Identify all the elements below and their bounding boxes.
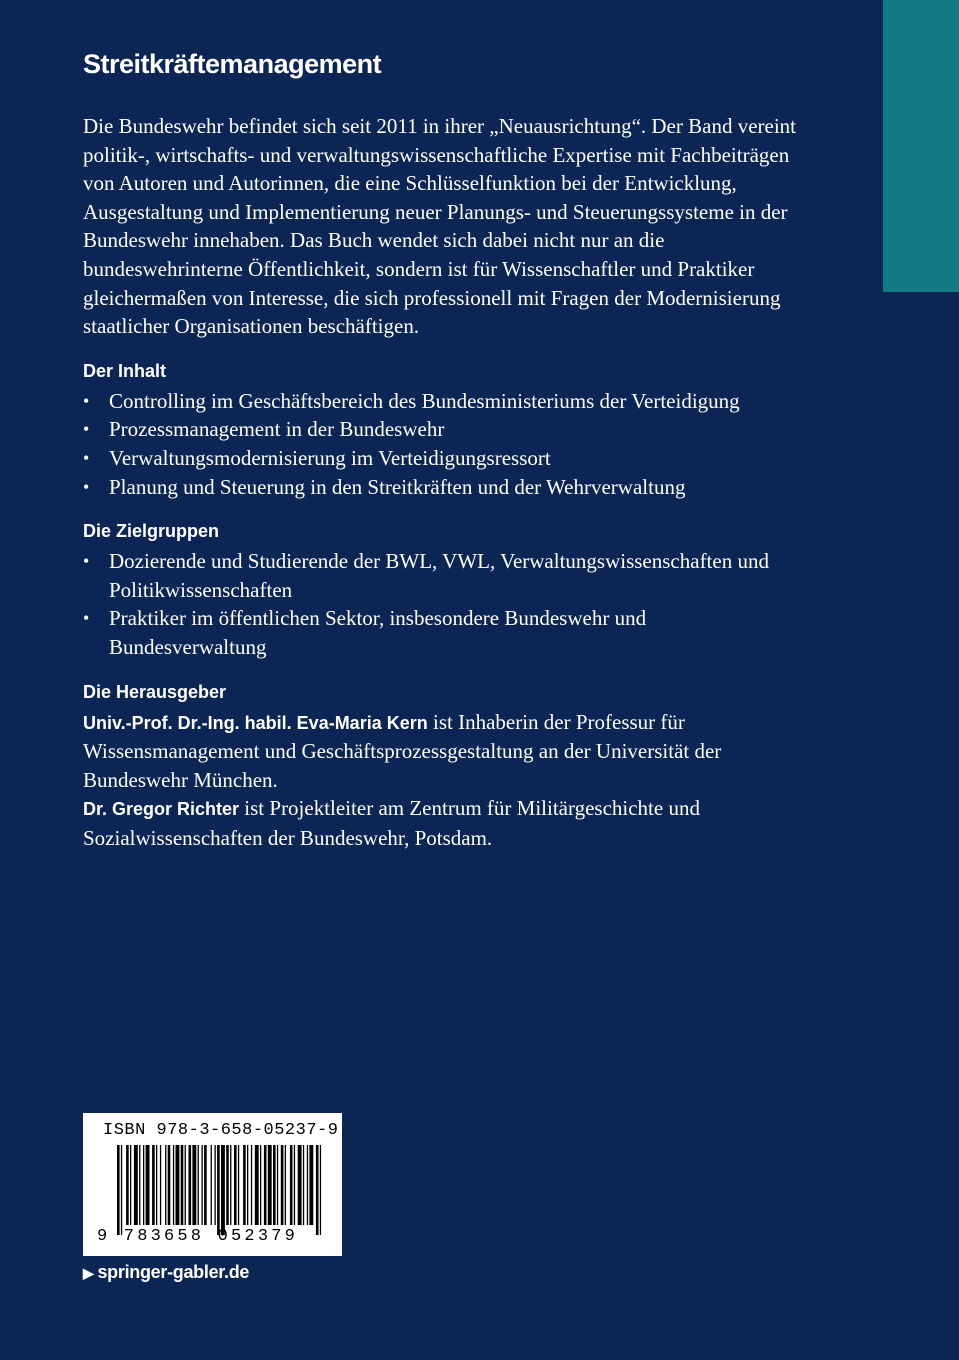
barcode-bar — [238, 1145, 239, 1225]
isbn-label: ISBN 978-3-658-05237-9 — [103, 1121, 339, 1140]
barcode-bar — [281, 1145, 284, 1225]
barcode-bar — [234, 1145, 237, 1225]
barcode-bar — [285, 1145, 286, 1225]
list-item: • Verwaltungsmodernisierung im Verteidigungsressort — [83, 444, 799, 473]
list-item: • Dozierende und Studierende der BWL, VWL, Verwaltungswissenschaften und Politikwissenschaften — [83, 547, 799, 604]
intro-paragraph: Die Bundeswehr befindet sich seit 2011 in ihrer „Neuausrichtung“. Der Band vereint politik-, wirtschafts- und verwaltungswissenschaftliche Expertise mit Fachbeiträgen von Autoren und Autorinnen, die eine Schlüsselfunktion bei der Entwicklung, Ausgestaltung und Implementierung neuer Planungs- und Steuerungssysteme in der Bundeswehr innehaben. Das Buch wendet sich dabei nicht nur an die bundeswehrinterne Öffentlichkeit, sondern ist für Wissenschaftler und Praktiker gleichermaßen von Interesse, die sich professionell mit Fragen der Modernisierung staatlicher Organisationen beschäftigen. — [83, 114, 797, 339]
back-cover-text — [83, 44, 799, 852]
barcode-bar — [309, 1145, 313, 1225]
isbn-digits: 9 783658 052379 — [97, 1227, 299, 1246]
barcode-bar — [307, 1145, 308, 1225]
barcode-bar — [298, 1145, 302, 1225]
barcode-bar — [247, 1145, 248, 1225]
barcode-bar — [255, 1145, 259, 1225]
barcode-bar — [290, 1145, 293, 1225]
barcode-bar — [173, 1145, 174, 1225]
barcode-bar — [181, 1145, 184, 1225]
list-item: • Praktiker im öffentlichen Sektor, insbesondere Bundeswehr und Bundesverwaltung — [83, 604, 799, 661]
barcode-bar — [189, 1145, 192, 1225]
barcode-bar — [260, 1145, 261, 1225]
barcode-bar — [198, 1145, 199, 1225]
zielgruppen-heading: Die Zielgruppen — [83, 521, 220, 542]
barcode-bar — [117, 1145, 120, 1235]
barcode-bar — [202, 1145, 203, 1225]
barcode-bar — [185, 1145, 186, 1225]
arrow-right-icon: ▶ — [83, 1265, 94, 1281]
barcode-bar — [264, 1145, 267, 1225]
editor-name: Dr. Gregor Richter — [83, 799, 240, 820]
publisher-link[interactable] — [83, 1262, 249, 1283]
barcode-bar — [273, 1145, 276, 1225]
list-item: • Prozessmanagement in der Bundeswehr — [83, 415, 799, 444]
editor-bio: ist Inhaberin der Professur für Wissensmanagement und Geschäftsprozessgestaltung an der Universität der Bundeswehr München. — [83, 709, 722, 792]
barcode-bar — [217, 1145, 220, 1235]
book-title: Streitkräftemanagement — [83, 49, 382, 79]
barcode-bar — [294, 1145, 295, 1225]
accent-tab — [883, 0, 959, 292]
barcode-bar — [160, 1145, 161, 1225]
barcode-bar — [126, 1145, 129, 1225]
editor-entry — [83, 708, 799, 795]
barcode-bar — [268, 1145, 272, 1225]
editor-entry — [83, 794, 799, 852]
barcode-bar — [230, 1145, 231, 1225]
isbn-barcode — [83, 1113, 342, 1256]
barcode-bar — [176, 1145, 180, 1225]
barcode-bar — [146, 1145, 150, 1225]
barcode-bar — [243, 1145, 246, 1225]
editor-bio: ist Projektleiter am Zentrum für Militärgeschichte und Sozialwissenschaften der Bundeswehr, Potsdam. — [83, 796, 700, 850]
barcode-bar — [130, 1145, 131, 1225]
barcode-bar — [303, 1145, 304, 1225]
zielgruppen-list — [83, 547, 799, 661]
editor-name: Univ.-Prof. Dr.-Ing. habil. Eva-Maria Kern — [83, 712, 428, 733]
inhalt-heading: Der Inhalt — [83, 360, 167, 381]
barcode-bar — [143, 1145, 144, 1225]
barcode-bar — [221, 1145, 225, 1235]
barcode-bar — [192, 1145, 196, 1225]
barcode-bar — [316, 1145, 319, 1235]
barcode-bar — [226, 1145, 229, 1225]
barcode-bar — [139, 1145, 140, 1225]
barcode-bar — [251, 1145, 252, 1225]
inhalt-list — [83, 387, 799, 501]
barcode-bar — [152, 1145, 155, 1225]
list-item: • Planung und Steuerung in den Streitkräften und der Wehrverwaltung — [83, 473, 799, 502]
barcode-bar — [121, 1145, 122, 1235]
herausgeber-heading: Die Herausgeber — [83, 681, 227, 702]
barcode-bar — [168, 1145, 171, 1225]
list-item: • Controlling im Geschäftsbereich des Bundesministeriums der Verteidigung — [83, 387, 799, 416]
barcode-bar — [211, 1145, 212, 1225]
barcode-bar — [156, 1145, 157, 1225]
publisher-url: springer-gabler.de — [97, 1262, 250, 1282]
barcode-bar — [277, 1145, 278, 1225]
barcode-bar — [134, 1145, 138, 1225]
barcode-bar — [204, 1145, 207, 1225]
barcode-bar — [320, 1145, 321, 1235]
barcode-bar — [215, 1145, 216, 1225]
barcode-bar — [165, 1145, 166, 1225]
